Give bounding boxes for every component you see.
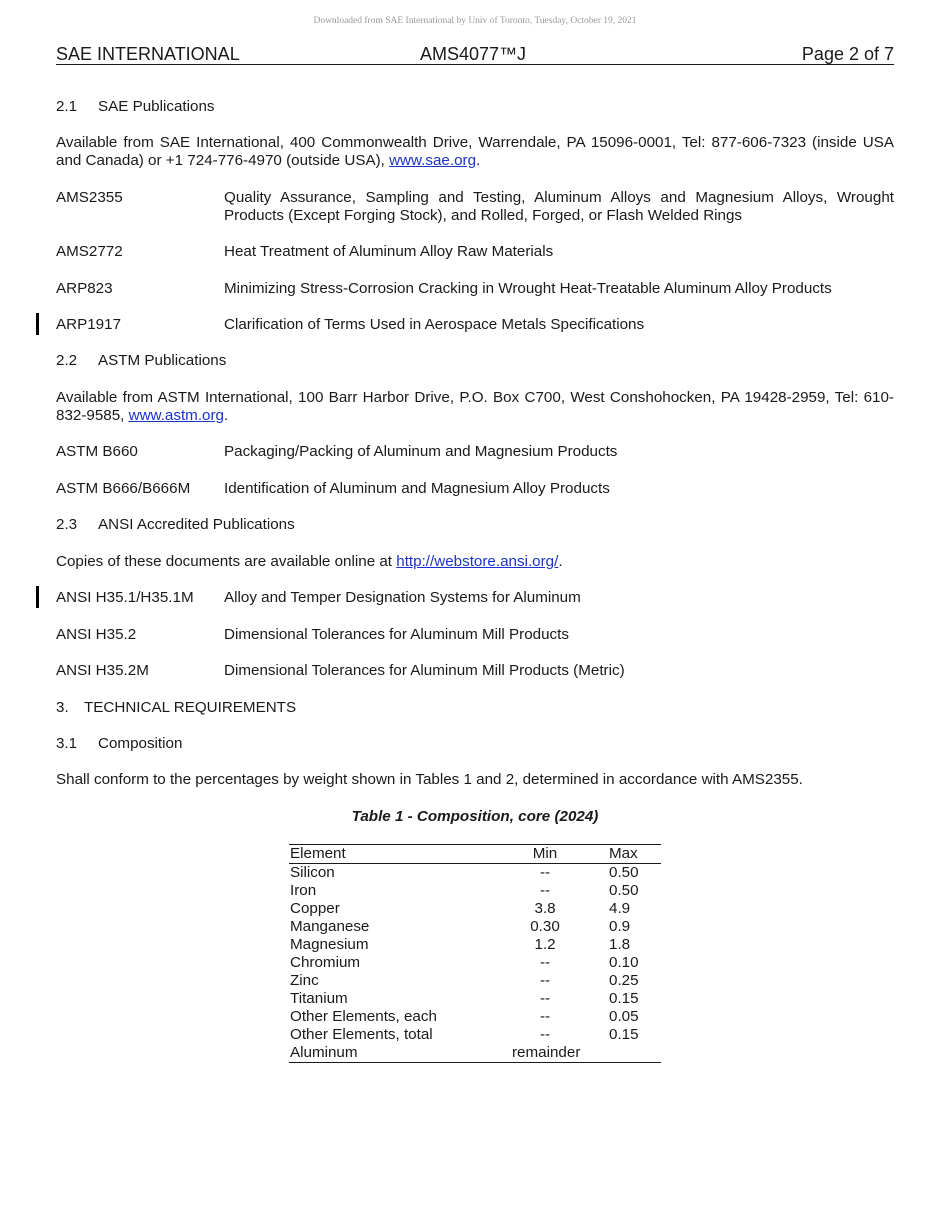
cell-element: Chromium <box>290 954 361 971</box>
cell-min: -- <box>539 864 551 881</box>
cell-element: Magnesium <box>290 936 369 953</box>
ref-title-arp823: Minimizing Stress-Corrosion Cracking in Wrought Heat-Treatable Aluminum Alloy Products <box>224 280 832 297</box>
table-row <box>289 918 661 936</box>
ref-code-astm-b666: ASTM B666/B666M <box>56 480 191 497</box>
section-2-2-number: 2.2 <box>56 352 78 369</box>
ref-title-arp1917: Clarification of Terms Used in Aerospace Metals Specifications <box>224 316 645 333</box>
header-max: Max <box>609 845 638 862</box>
section-3-number: 3. <box>56 699 69 716</box>
section-3-1-title: Composition <box>98 735 183 752</box>
ref-title-ansi-h35-2: Dimensional Tolerances for Aluminum Mill Products <box>224 626 569 643</box>
composition-table <box>289 844 661 1063</box>
cell-min: remainder <box>512 1044 581 1061</box>
cell-min: -- <box>539 954 551 971</box>
cell-min: 0.30 <box>530 918 560 935</box>
cell-element: Other Elements, each <box>290 1008 437 1025</box>
table-body <box>289 864 661 1062</box>
ref-title-ansi-h35-1: Alloy and Temper Designation Systems for Aluminum <box>224 589 581 606</box>
composition-paragraph: Shall conform to the percentages by weight shown in Tables 1 and 2, determined in accordance with AMS2355. <box>56 771 803 788</box>
header-min: Min <box>532 845 558 862</box>
cell-max: 0.50 <box>609 882 639 899</box>
ref-title-astm-b666: Identification of Aluminum and Magnesium Alloy Products <box>224 480 610 497</box>
cell-element: Titanium <box>290 990 348 1007</box>
section-2-2-title: ASTM Publications <box>98 352 227 369</box>
ref-code-ansi-h35-2: ANSI H35.2 <box>56 626 137 643</box>
astm-availability-paragraph: Available from ASTM International, 100 Barr Harbor Drive, P.O. Box C700, West Conshohocken, PA 19428-2959, Tel: 610-832-9585, www.astm.org. <box>56 389 894 424</box>
cell-max: 0.50 <box>609 864 639 881</box>
ref-code-ams2355: AMS2355 <box>56 189 123 206</box>
cell-element: Manganese <box>290 918 370 935</box>
table-row <box>289 864 661 882</box>
table-row <box>289 1044 661 1062</box>
cell-max: 0.15 <box>609 1026 639 1043</box>
ref-title-ansi-h35-2m: Dimensional Tolerances for Aluminum Mill Products (Metric) <box>224 662 625 679</box>
sae-website-link[interactable]: www.sae.org <box>389 152 477 169</box>
ref-code-ams2772: AMS2772 <box>56 243 123 260</box>
cell-min: 3.8 <box>534 900 556 917</box>
table-row <box>289 882 661 900</box>
astm-website-link[interactable]: www.astm.org <box>128 407 224 424</box>
cell-min: -- <box>539 972 551 989</box>
download-watermark: Downloaded from SAE International by Univ of Toronto, Tuesday, October 19, 2021 <box>313 16 637 26</box>
section-3-1-number: 3.1 <box>56 735 78 752</box>
table-row <box>289 936 661 954</box>
cell-max: 0.10 <box>609 954 639 971</box>
header-org: SAE INTERNATIONAL <box>56 44 240 64</box>
cell-max: 1.8 <box>609 936 631 953</box>
section-2-1-title: SAE Publications <box>98 98 215 115</box>
ref-code-ansi-h35-1: ANSI H35.1/H35.1M <box>56 589 194 606</box>
ref-code-ansi-h35-2m: ANSI H35.2M <box>56 662 149 679</box>
cell-min: -- <box>539 990 551 1007</box>
ansi-availability-paragraph: Copies of these documents are available online at http://webstore.ansi.org/. <box>56 553 563 570</box>
table-row <box>289 972 661 990</box>
cell-min: 1.2 <box>534 936 556 953</box>
cell-element: Aluminum <box>290 1044 358 1061</box>
sae-availability-paragraph: Available from SAE International, 400 Commonwealth Drive, Warrendale, PA 15096-0001, Tel: 877-606-7323 (inside USA and Canada) or +1 724-776-4970 (outside USA), www.sae.org. <box>56 134 894 169</box>
table-1-caption: Table 1 - Composition, core (2024) <box>351 808 599 825</box>
table-row <box>289 900 661 918</box>
table-row <box>289 954 661 972</box>
table-row <box>289 1008 661 1026</box>
ref-title-ams2355: Quality Assurance, Sampling and Testing, Aluminum Alloys and Magnesium Alloys, Wrought Products (Except Forging Stock), and Rolled, Forged, or Flash Welded Rings <box>224 189 894 224</box>
cell-min: -- <box>539 1026 551 1043</box>
cell-element: Other Elements, total <box>290 1026 433 1043</box>
revision-change-bar <box>36 586 39 608</box>
cell-max: 4.9 <box>609 900 631 917</box>
table-row <box>289 1026 661 1044</box>
section-3-title: TECHNICAL REQUIREMENTS <box>84 699 297 716</box>
cell-min: -- <box>539 882 551 899</box>
cell-max: 0.9 <box>609 918 631 935</box>
cell-max: 0.25 <box>609 972 639 989</box>
ref-title-ams2772: Heat Treatment of Aluminum Alloy Raw Materials <box>224 243 554 260</box>
ref-title-astm-b660: Packaging/Packing of Aluminum and Magnesium Products <box>224 443 618 460</box>
cell-element: Iron <box>290 882 317 899</box>
revision-change-bar <box>36 313 39 335</box>
page-header <box>56 44 894 65</box>
cell-element: Zinc <box>290 972 319 989</box>
ansi-webstore-link[interactable]: http://webstore.ansi.org/ <box>396 553 559 570</box>
cell-min: -- <box>539 1008 551 1025</box>
ref-code-astm-b660: ASTM B660 <box>56 443 138 460</box>
header-doc-number: AMS4077™J <box>420 44 527 64</box>
cell-element: Silicon <box>290 864 335 881</box>
section-2-3-number: 2.3 <box>56 516 78 533</box>
table-header-row <box>289 845 661 864</box>
ref-code-arp1917: ARP1917 <box>56 316 122 333</box>
cell-max: 0.05 <box>609 1008 639 1025</box>
ref-code-arp823: ARP823 <box>56 280 113 297</box>
table-row <box>289 990 661 1008</box>
cell-element: Copper <box>290 900 340 917</box>
header-page-number: Page 2 of 7 <box>801 44 894 64</box>
cell-max: 0.15 <box>609 990 639 1007</box>
section-2-3-title: ANSI Accredited Publications <box>98 516 295 533</box>
section-2-1-number: 2.1 <box>56 98 78 115</box>
header-element: Element <box>290 845 346 862</box>
